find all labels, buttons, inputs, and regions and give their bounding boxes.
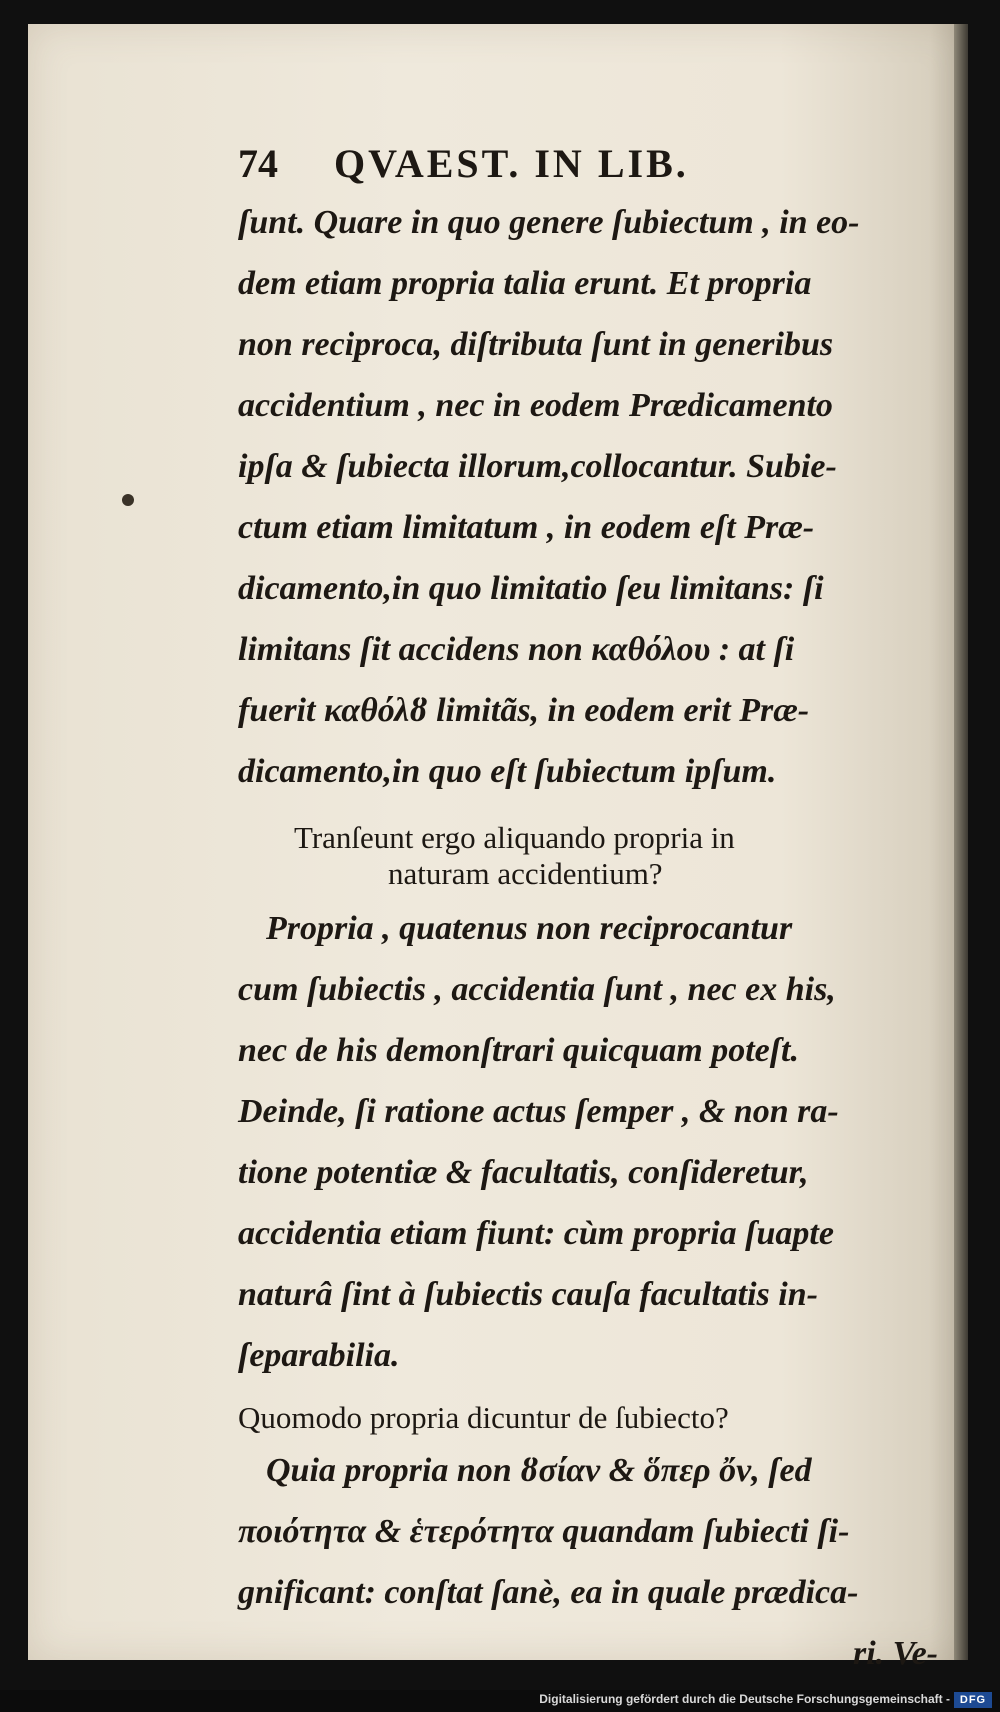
text-line: dem etiam propria talia erunt. Et propria bbox=[238, 265, 812, 302]
digitization-footer bbox=[0, 1690, 1000, 1712]
text-line: gnificant: conſtat ſanè, ea in quale prædica- bbox=[238, 1574, 859, 1611]
text-line: fuerit καθόλȣ limitãs, in eodem erit Præ- bbox=[238, 692, 810, 729]
text-line: tione potentiæ & facultatis, conſideretur, bbox=[238, 1154, 809, 1191]
text-line: naturâ ſint à ſubiectis cauſa facultatis in- bbox=[238, 1276, 818, 1313]
text-line: ſunt. Quare in quo genere ſubiectum , in eo- bbox=[238, 204, 860, 241]
dfg-logo: DFG bbox=[954, 1692, 992, 1708]
paragraph-3 bbox=[238, 1440, 938, 1684]
text-line: accidentium , nec in eodem Prædicamento bbox=[238, 387, 833, 424]
paragraph-1 bbox=[238, 192, 938, 802]
text-line: Quia propria non ȣσίαν & ὅπερ ὄν, ſed bbox=[266, 1452, 812, 1489]
running-header bbox=[238, 140, 938, 186]
text-line: ſeparabilia. bbox=[238, 1337, 400, 1374]
text-line: nec de his demonſtrari quicquam poteſt. bbox=[238, 1032, 799, 1069]
question-line: Tranſeunt ergo aliquando propria in bbox=[294, 820, 735, 855]
text-line: cum ſubiectis , accidentia ſunt , nec ex his, bbox=[238, 971, 836, 1008]
question-heading-1 bbox=[238, 820, 938, 892]
text-line: non reciproca, diſtributa ſunt in generibus bbox=[238, 326, 834, 363]
text-line: limitans ſit accidens non καθόλου : at ſi bbox=[238, 631, 795, 668]
text-line: accidentia etiam fiunt: cùm propria ſuapte bbox=[238, 1215, 834, 1252]
text-line: Deinde, ſi ratione actus ſemper , & non ra- bbox=[238, 1093, 839, 1130]
page-edge-shadow bbox=[954, 24, 968, 1660]
page-text bbox=[238, 140, 938, 1684]
text-line: Propria , quatenus non reciprocantur bbox=[266, 910, 793, 947]
catchword-line: ri. Ve- bbox=[853, 1635, 938, 1672]
text-line: ποιότητα & ἑτερότητα quandam ſubiecti ſi- bbox=[238, 1513, 850, 1550]
question-line: naturam accidentium? bbox=[388, 856, 663, 891]
question-heading-2: Quomodo propria dicuntur de ſubiecto? bbox=[238, 1400, 729, 1435]
ink-blot bbox=[122, 494, 134, 506]
paragraph-2 bbox=[238, 898, 938, 1386]
text-line: ipſa & ſubiecta illorum,collocantur. Subie- bbox=[238, 448, 837, 485]
text-line: dicamento,in quo limitatio ſeu limitans: ſi bbox=[238, 570, 824, 607]
text-line: ctum etiam limitatum , in eodem eſt Præ- bbox=[238, 509, 815, 546]
funding-credit: Digitalisierung gefördert durch die Deutsche Forschungsgemeinschaft - bbox=[539, 1692, 950, 1706]
text-line: dicamento,in quo eſt ſubiectum ipſum. bbox=[238, 753, 777, 790]
page-number: 74 bbox=[238, 141, 278, 186]
running-title: QVAEST. IN LIB. bbox=[334, 141, 689, 186]
